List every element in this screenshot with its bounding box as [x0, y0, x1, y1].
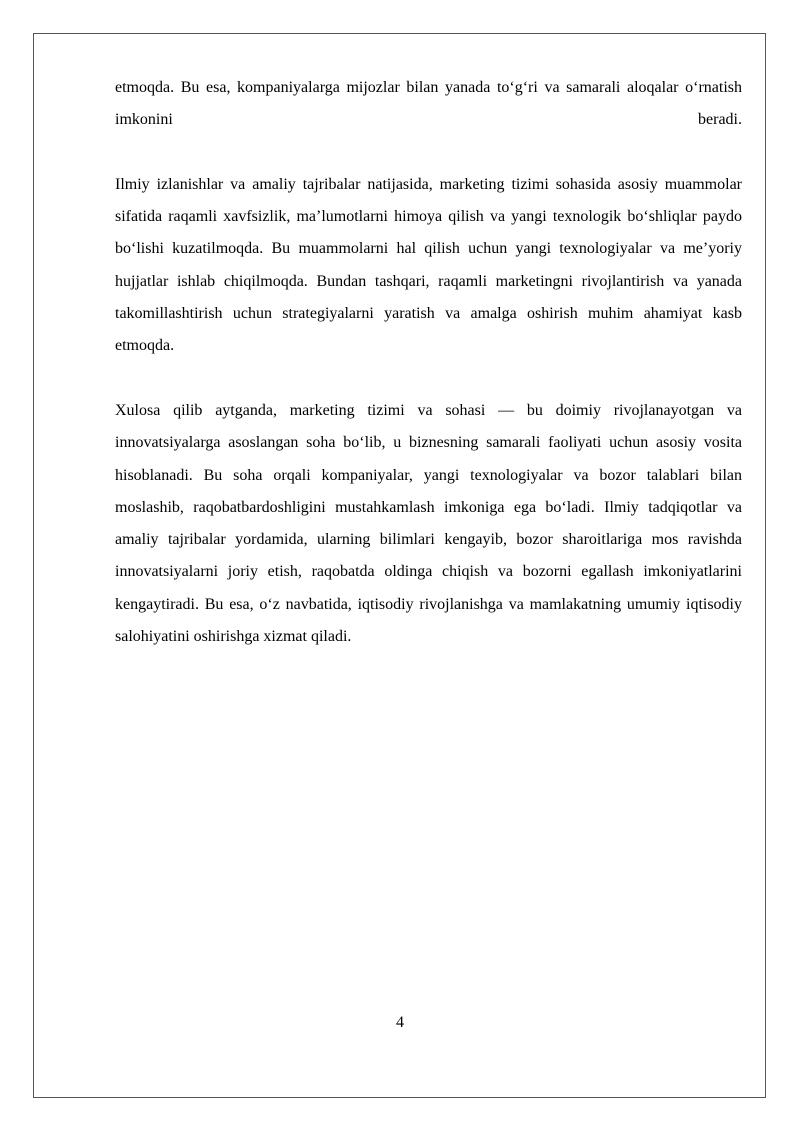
document-body	[115, 72, 742, 686]
page-number: 4	[396, 1014, 404, 1031]
paragraph-research-problems: Ilmiy izlanishlar va amaliy tajribalar natijasida, marketing tizimi sohasida asosiy muammolar sifatida raqamli xavfsizlik, ma’lumotlarni himoya qilish va yangi texnologik bo‘shliqlar paydo bo‘lishi kuzatilmoqda. Bu muammolarni hal qilish uchun yangi texnologiyalar va me’yoriy hujjatlar ishlab chiqilmoqda. Bundan tashqari, raqamli marketingni rivojlantirish va yanada takomillashtirish uchun strategiyalarni yaratish va amalga oshirish muhim ahamiyat kasb etmoqda.	[115, 175, 742, 355]
paragraph-intro-continuation: etmoqda. Bu esa, kompaniyalarga mijozlar bilan yanada to‘g‘ri va samarali aloqalar o‘rnatish imkonini beradi.	[115, 79, 742, 129]
paragraph-conclusion: Xulosa qilib aytganda, marketing tizimi va sohasi — bu doimiy rivojlanayotgan va innovatsiyalarga asoslangan soha bo‘lib, u biznesning samarali faoliyati uchun asosiy vosita hisoblanadi. Bu soha orqali kompaniyalar, yangi texnologiyalar va bozor talablari bilan moslashib, raqobatbardoshligini mustahkamlash imkoniga ega bo‘ladi. Ilmiy tadqiqotlar va amaliy tajribalar yordamida, ularning bilimlari kengayib, bozor sharoitlariga mos ravishda innovatsiyalarni joriy etish, raqobatda oldinga chiqish va bozorni egallash imkoniyatlarini kengaytiradi. Bu esa, o‘z navbatida, iqtisodiy rivojlanishga va mamlakatning umumiy iqtisodiy salohiyatini oshirishga xizmat qiladi.	[115, 401, 742, 646]
